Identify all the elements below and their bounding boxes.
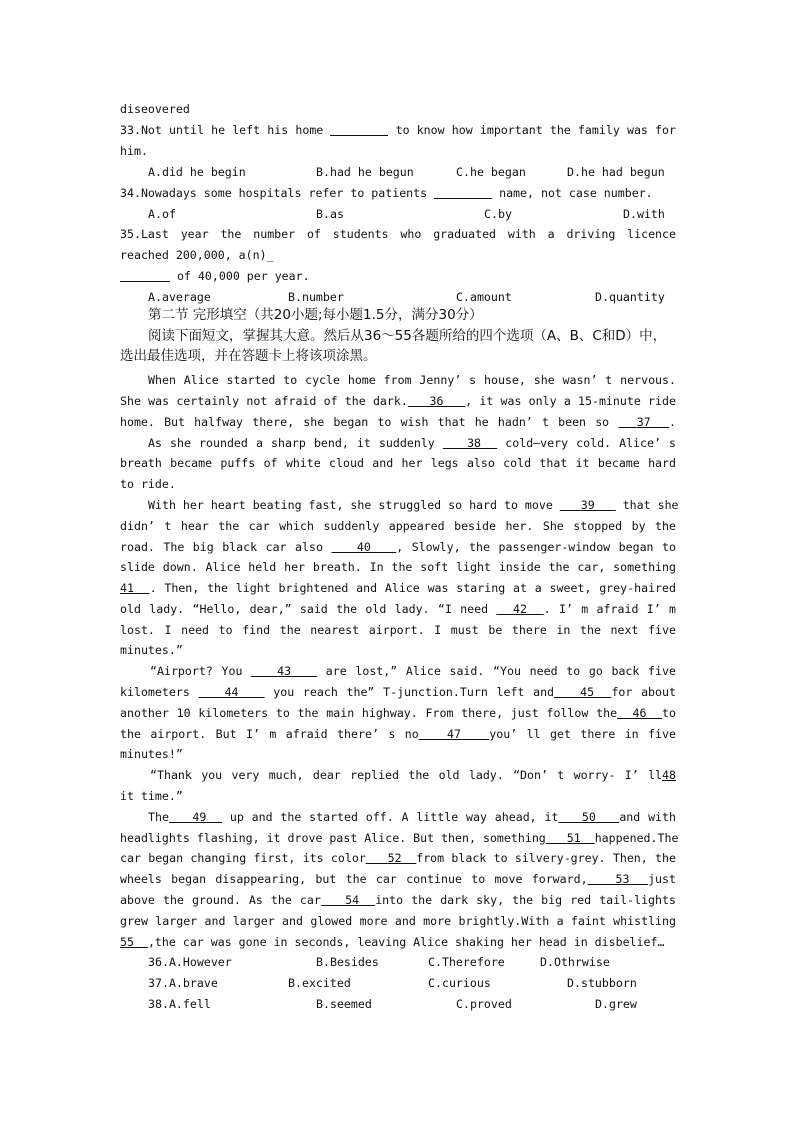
q33-stem-cont: him. [120,144,148,158]
section-instructions-cont: 选出最佳选项，并在答题卡上将该项涂黑。 [120,348,377,364]
blank-37: 37 [636,415,651,429]
q35-option-c: C.amount [456,290,512,304]
blank-41: 41 [120,581,134,595]
passage-line: car began changing first, its color 52 from black to silvery-grey. Then, the [120,851,676,865]
q35-option-a: A.average [148,290,211,304]
q34-option-c: C.by [484,207,512,221]
q35-blank [120,268,170,282]
blank-47: 47 [447,727,461,741]
q33-blank [330,122,388,136]
passage-line: above the ground. As the car 54 into the dark sky, the big red tail-lights [120,893,676,907]
q37-option-b: B.excited [288,976,351,990]
passage-line: didn’ t hear the car which suddenly appeared beside her. She stopped by the [120,519,676,533]
blank-39: 39 [580,498,595,512]
q34-option-d: D.with [623,207,665,221]
q38-option-d: D.grew [595,997,637,1011]
q35-option-b: B.number [288,290,344,304]
passage-line: She was certainly not afraid of the dark. 36 , it was only a 15-minute ride [120,394,676,408]
passage-line: With her heart beating fast, she struggled so hard to move 39 that she [148,498,679,512]
passage-line: the airport. But I’ m afraid there’ s no 47 you’ ll get there in five [120,727,676,741]
passage-line: headlights flashing, it drove past Alice. But then, something 51 happened.The [120,831,679,845]
q35-stem-cont: reached 200,000, a(n)_ [120,248,274,262]
section-title: 第二节 完形填空（共20小题;每小题1.5分，满分30分） [148,307,483,323]
passage-line: slide down. Alice held her breath. In the soft light inside the car, something [120,560,676,574]
blank-51: 51 [566,831,581,845]
passage-line: lost. I need to find the nearest airport. I must be there in the next five [120,623,676,637]
blank-48: 48 [662,768,676,782]
blank-43: 43 [277,664,292,678]
blank-45: 45 [580,685,595,699]
passage-line: to ride. [120,477,176,491]
q35-stem-cont2: of 40,000 per year. [120,266,676,286]
q34-option-b: B.as [316,207,344,221]
passage-line: minutes.” [120,643,183,657]
passage-line: minutes!” [120,747,183,761]
blank-40: 40 [356,540,371,554]
q34-blank [434,185,492,199]
q37-option-d: D.stubborn [567,976,637,990]
blank-38: 38 [467,436,482,450]
q36-option-a: 36.A.However [148,955,232,969]
blank-46: 46 [632,706,647,720]
q34-stem: 34.Nowadays some hospitals refer to patients name, not case number. [120,186,653,200]
q34-option-a: A.of [148,207,176,221]
q35-stem: 35.Last year the number of students who graduated with a driving licence [120,227,676,241]
passage-line: road. The big black car also 40 , Slowly, the passenger-window began to [120,540,676,554]
passage-line: The 49 up and the started off. A little way ahead, it 50 and with [148,810,676,824]
blank-50: 50 [581,810,596,824]
blank-54: 54 [345,893,360,907]
q33-option-d: D.he had begun [567,165,665,179]
passage-line: wheels began disappearing, but the car continue to move forward, 53 just [120,872,676,886]
passage-line: kilometers 44 you reach the” T-junction.Turn left and 45 for about [120,685,676,699]
q37-option-c: C.curious [428,976,491,990]
q35-option-d: D.quantity [595,290,665,304]
q33-stem: 33.Not until he left his home to know how important the family was for [120,123,676,137]
passage-line: 55 ,the car was gone in seconds, leaving Alice shaking her head in disbelief… [120,935,665,949]
passage-line: “Airport? You 43 are lost,” Alice said. “You need to go back five [150,664,676,678]
passage-line: breath became puffs of white cloud and her legs also cold that it became hard [120,456,676,470]
blank-42: 42 [513,602,528,616]
q33-option-c: C.he began [456,165,526,179]
blank-49: 49 [192,810,207,824]
intro-word: diseovered [120,102,190,116]
q38-option-c: C.proved [456,997,512,1011]
q38-option-a: 38.A.fell [148,997,211,1011]
q36-option-d: D.Othrwise [540,955,610,969]
passage-line: When Alice started to cycle home from Jenny’ s house, she wasn’ t nervous. [148,373,676,387]
blank-52: 52 [387,851,402,865]
q36-option-c: C.Therefore [428,955,505,969]
q36-option-b: B.Besides [316,955,379,969]
q37-option-a: 37.A.brave [148,976,218,990]
passage-line: home. But halfway there, she began to wish that he hadn’ t been so 37 . [120,415,676,429]
passage-line: it time.” [120,789,183,803]
passage-line: As she rounded a sharp bend, it suddenly 38 cold—very cold. Alice’ s [148,436,677,450]
q33-option-a: A.did he begin [148,165,246,179]
q38-option-b: B.seemed [316,997,372,1011]
q33-option-b: B.had he begun [316,165,414,179]
passage-line: “Thank you very much, dear replied the old lady. “Don’ t worry- I’ ll48 [150,768,676,782]
blank-44: 44 [224,685,239,699]
blank-36: 36 [429,394,444,408]
passage-line: another 10 kilometers to the main highway. From there, just follow the 46 to [120,706,676,720]
section-instructions: 阅读下面短文，掌握其大意。然后从36～55各题所给的四个选项（A、B、C和D）中， [148,328,667,344]
blank-53: 53 [615,872,630,886]
blank-55: 55 [120,935,134,949]
passage-line: old lady. “Hello, dear,” said the old lady. “I need 42 . I’ m afraid I’ m [120,602,677,616]
passage-line: grew larger and larger and glowed more and more brightly.With a faint whistling [120,914,676,928]
passage-line: 41 . Then, the light brightened and Alice was staring at a sweet, grey-haired [120,581,676,595]
